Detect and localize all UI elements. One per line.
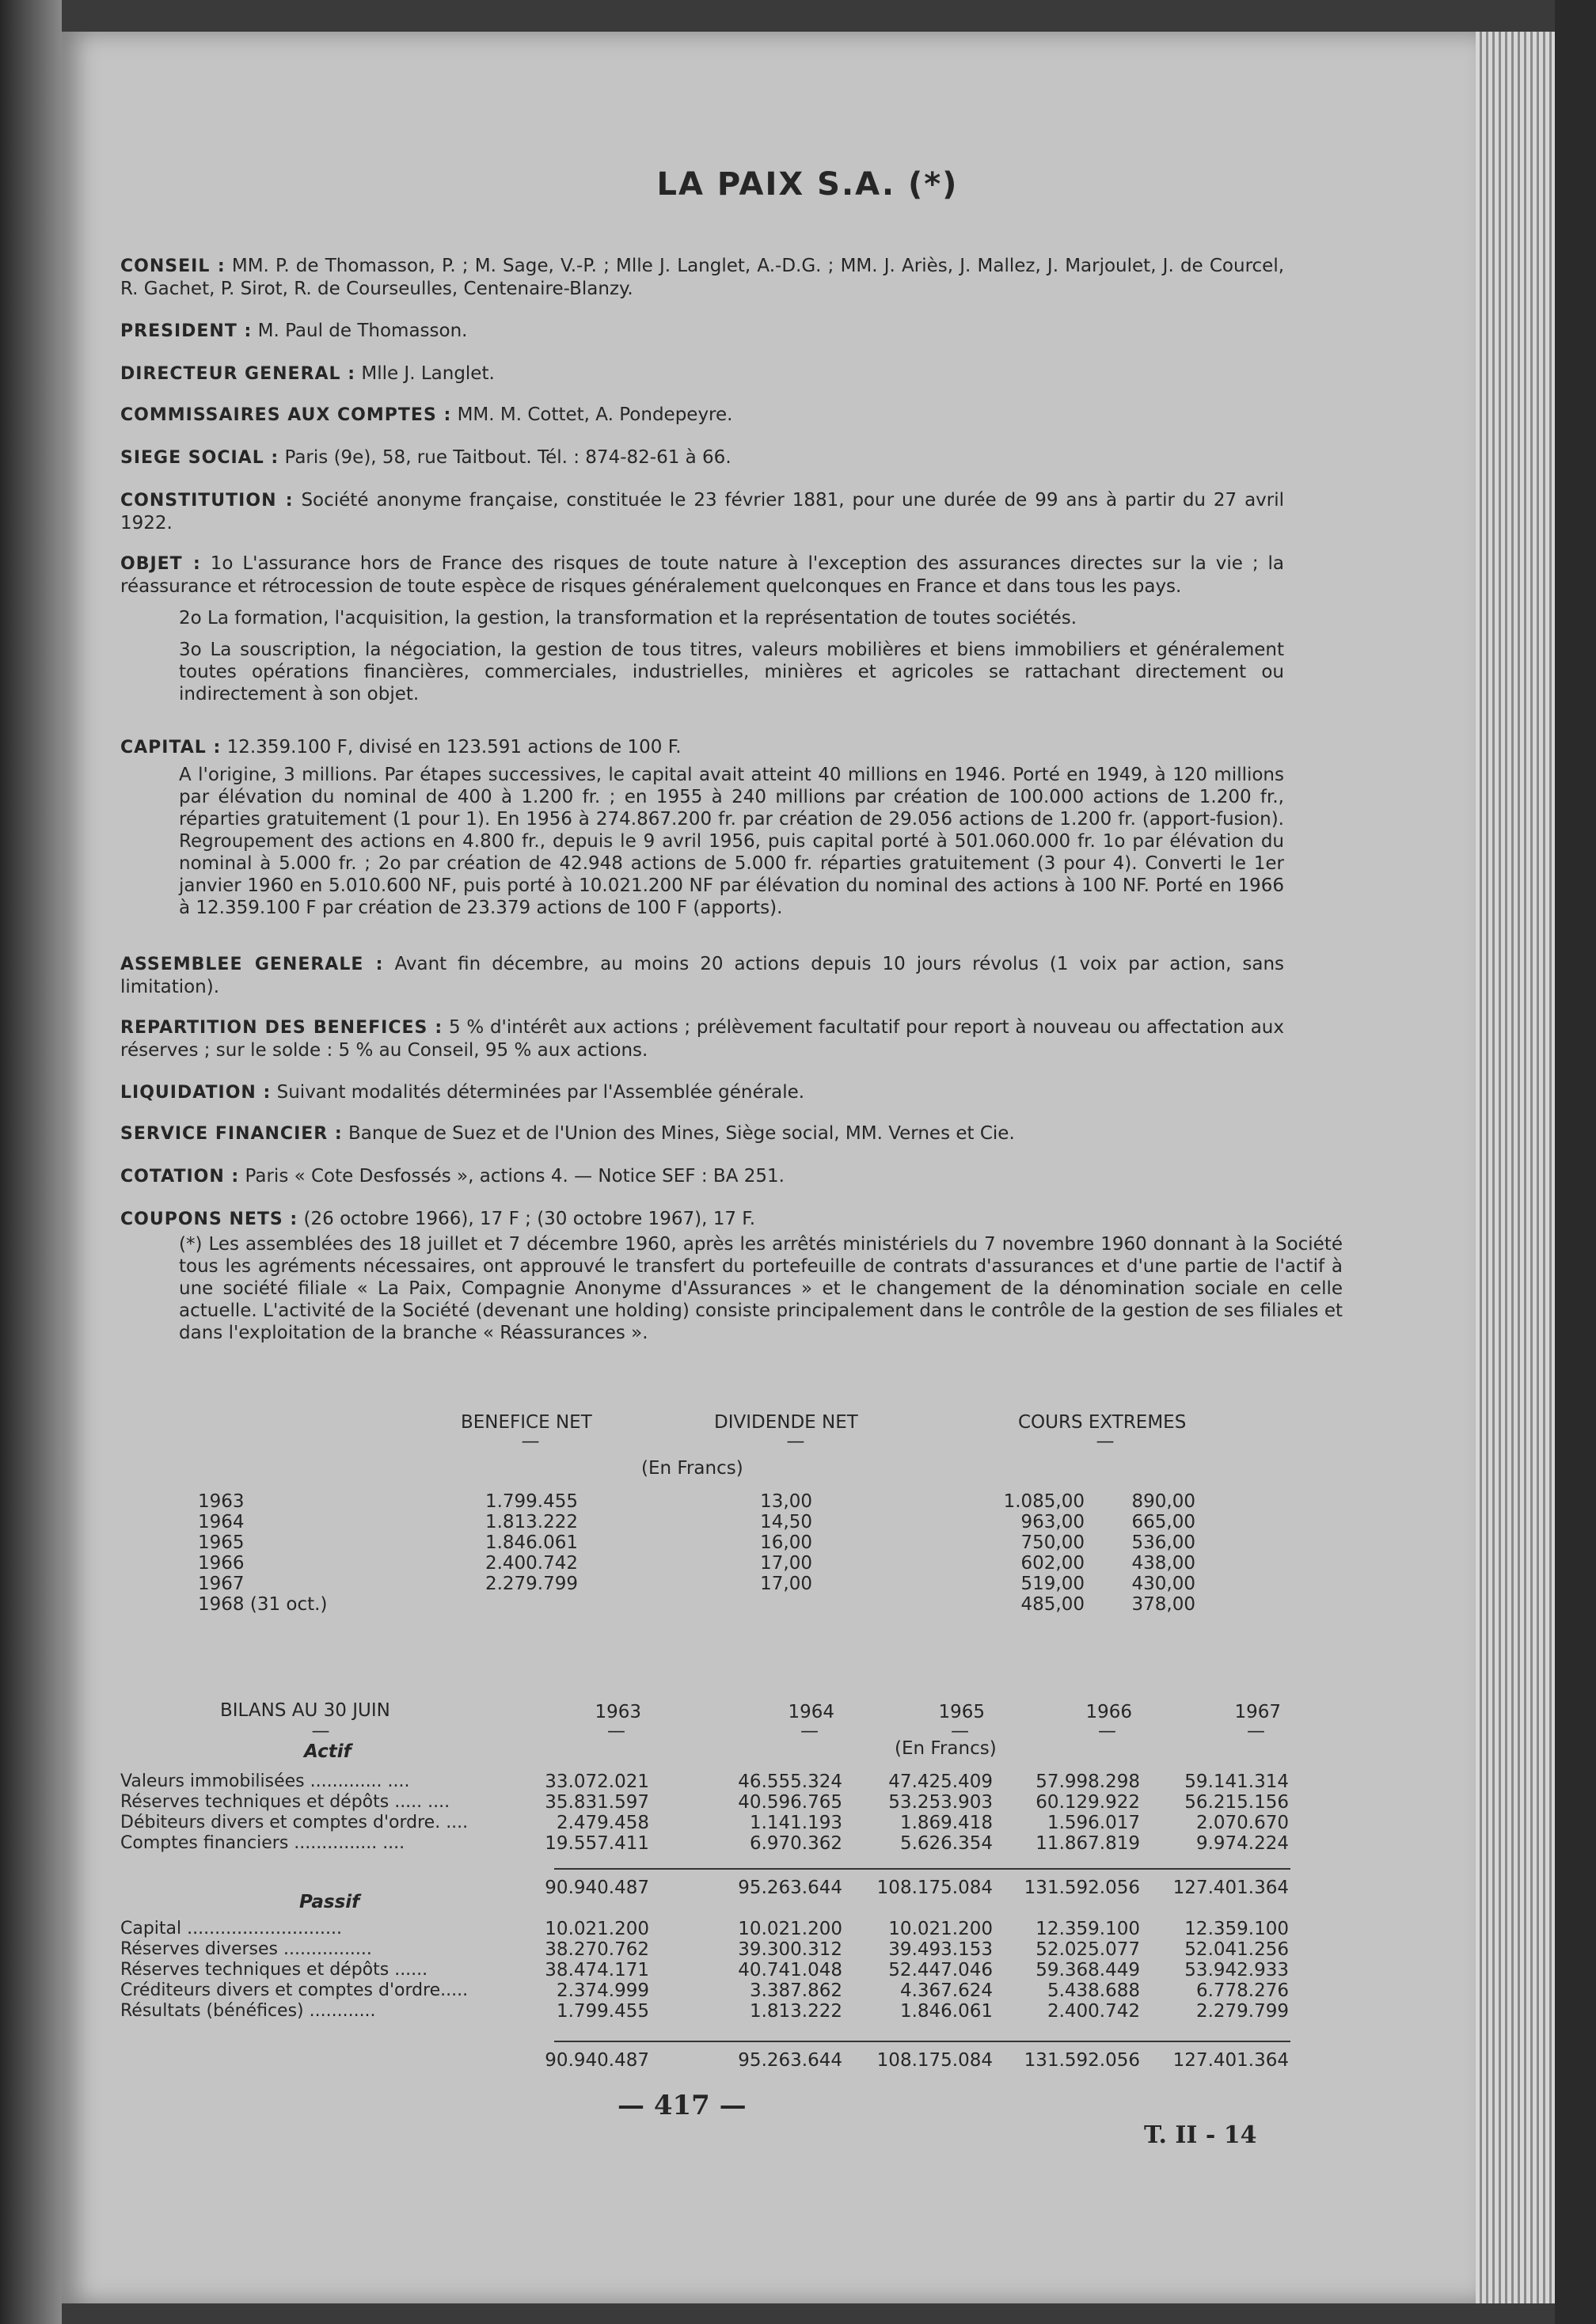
results-dividende: 13,00 bbox=[760, 1491, 812, 1512]
results-dividende: 17,00 bbox=[760, 1574, 812, 1594]
bilans-value: 38.474.171 bbox=[545, 1960, 649, 1980]
objet-p3: 3o La souscription, la négociation, la gestion de tous titres, valeurs mobilières et biens immobiliers et généralement toutes opérations financières, commerciales, industrielles, minières et agricoles se rattachant directement ou indirectement à son objet. bbox=[179, 640, 1284, 704]
commissaires-section bbox=[120, 404, 1284, 427]
bilans-total: 131.592.056 bbox=[1024, 2050, 1140, 2071]
passif-label: Passif bbox=[299, 1892, 360, 1912]
bilans-title: BILANS AU 30 JUIN bbox=[220, 1700, 390, 1721]
results-cours-high: 485,00 bbox=[1020, 1594, 1085, 1615]
repartition-label: REPARTITION DES BENEFICES : bbox=[120, 1018, 443, 1038]
bilans-value: 53.942.933 bbox=[1184, 1960, 1289, 1980]
page-edges bbox=[1476, 32, 1555, 2303]
bilans-value: 52.041.256 bbox=[1184, 1939, 1289, 1960]
objet-section bbox=[120, 553, 1284, 705]
bilans-total: 90.940.487 bbox=[545, 2050, 649, 2071]
bilans-row-label: Comptes financiers ............... .... bbox=[120, 1833, 405, 1853]
bilans-value: 6.970.362 bbox=[749, 1833, 842, 1854]
bilans-year-header: 1966 bbox=[1085, 1702, 1132, 1722]
commissaires-label: COMMISSAIRES AUX COMPTES : bbox=[120, 405, 452, 425]
president-text: M. Paul de Thomasson. bbox=[257, 321, 468, 341]
bilans-value: 40.596.765 bbox=[738, 1792, 842, 1813]
bilans-year-dash: — bbox=[800, 1721, 819, 1741]
bilans-total: 127.401.364 bbox=[1172, 2050, 1289, 2071]
results-cours-high: 1.085,00 bbox=[1003, 1491, 1085, 1512]
results-year: 1964 bbox=[198, 1512, 245, 1532]
bilans-value: 47.425.409 bbox=[888, 1771, 993, 1792]
bilans-value: 3.387.862 bbox=[749, 1980, 842, 2001]
results-benefice: 1.799.455 bbox=[484, 1491, 578, 1512]
bilans-value: 60.129.922 bbox=[1036, 1792, 1140, 1813]
liquidation-section bbox=[120, 1081, 1284, 1104]
bilans-year-header: 1964 bbox=[788, 1702, 834, 1722]
bilans-value: 10.021.200 bbox=[738, 1919, 842, 1939]
bilans-value: 1.813.222 bbox=[749, 2001, 842, 2022]
results-year: 1966 bbox=[198, 1553, 245, 1574]
bilans-value: 39.300.312 bbox=[738, 1939, 842, 1960]
siege-section bbox=[120, 446, 1284, 469]
results-year: 1963 bbox=[198, 1491, 245, 1512]
capital-history: A l'origine, 3 millions. Par étapes successives, le capital avait atteint 40 millions en 1946. Porté en 1949, à 120 millions par élévation du nominal de 400 à 1.200 fr. ; en 1955 à 240 millions par création de 100.000 actions de 1.200 fr., réparties gratuitement (1 pour 1). En 1956 à 274.867.200 fr. par création de 29.056 actions de 1.200 fr. (apport-fusion). Regroupement des actions en 4.800 fr., depuis le 9 avril 1956, puis capital porté à 501.060.000 fr. 1o par élévation du nominal à 5.000 fr. ; 2o par création de 42.948 actions de 5.000 fr. réparties gratuitement (3 pour 4). Converti le 1er janvier 1960 en 5.010.600 NF, puis porté à 10.021.200 NF par élévation du nominal des actions à 100 NF. Porté en 1966 à 12.359.100 F par création de 23.379 actions de 100 F (apports). bbox=[179, 765, 1284, 918]
cotation-section bbox=[120, 1165, 1284, 1188]
bilans-row-label: Réserves techniques et dépôts ..... .... bbox=[120, 1792, 450, 1812]
dash-dividende: — bbox=[786, 1431, 805, 1452]
results-unit: (En Francs) bbox=[641, 1458, 743, 1479]
results-benefice: 2.279.799 bbox=[484, 1574, 578, 1594]
bilans-total: 108.175.084 bbox=[876, 1878, 993, 1898]
bilans-value: 59.368.449 bbox=[1036, 1960, 1140, 1980]
bilans-value: 56.215.156 bbox=[1184, 1792, 1289, 1813]
bilans-total: 131.592.056 bbox=[1024, 1878, 1140, 1898]
results-year: 1965 bbox=[198, 1532, 245, 1553]
commissaires-text: MM. M. Cottet, A. Pondepeyre. bbox=[457, 404, 733, 425]
capital-section bbox=[120, 736, 1284, 919]
liquidation-text: Suivant modalités déterminées par l'Assemblée générale. bbox=[276, 1082, 805, 1103]
bilans-value: 52.025.077 bbox=[1036, 1939, 1140, 1960]
bilans-value: 40.741.048 bbox=[738, 1960, 842, 1980]
cotation-text: Paris « Cote Desfossés », actions 4. — Notice SEF : BA 251. bbox=[245, 1166, 785, 1187]
service-text: Banque de Suez et de l'Union des Mines, Siège social, MM. Vernes et Cie. bbox=[348, 1123, 1015, 1144]
bilans-unit: (En Francs) bbox=[895, 1738, 997, 1759]
bilans-year-dash: — bbox=[951, 1721, 969, 1741]
bilans-value: 53.253.903 bbox=[888, 1792, 993, 1813]
bilans-value: 1.596.017 bbox=[1047, 1813, 1140, 1833]
directeur-label: DIRECTEUR GENERAL : bbox=[120, 364, 356, 384]
bilans-value: 52.447.046 bbox=[888, 1960, 993, 1980]
bilans-year-header: 1967 bbox=[1234, 1702, 1281, 1722]
conseil-text: MM. P. de Thomasson, P. ; M. Sage, V.-P. ; Mlle J. Langlet, A.-D.G. ; MM. J. Ariès, J. Mallez, J. Marjoulet, J. de Courcel, R. Gachet, P. Sirot, R. de Courseulles, Centenaire-Blanzy. bbox=[120, 256, 1285, 299]
bilans-value: 5.626.354 bbox=[899, 1833, 993, 1854]
bilans-value: 4.367.624 bbox=[899, 1980, 993, 2001]
cotation-label: COTATION : bbox=[120, 1167, 240, 1187]
bilans-value: 11.867.819 bbox=[1036, 1833, 1140, 1854]
constitution-label: CONSTITUTION : bbox=[120, 491, 294, 511]
bilans-year-header: 1965 bbox=[938, 1702, 985, 1722]
total-rule bbox=[554, 1868, 1290, 1870]
dash-cours: — bbox=[1096, 1431, 1115, 1452]
total-rule bbox=[554, 2041, 1290, 2042]
president-section bbox=[120, 320, 1284, 343]
objet-label: OBJET : bbox=[120, 554, 201, 574]
conseil-label: CONSEIL : bbox=[120, 256, 226, 276]
right-background bbox=[1555, 0, 1596, 2324]
col-header-cours: COURS EXTREMES bbox=[1018, 1412, 1187, 1433]
book-binding bbox=[0, 0, 62, 2324]
dash-benefice: — bbox=[521, 1431, 540, 1452]
results-cours-high: 519,00 bbox=[1020, 1574, 1085, 1594]
bilans-title-dash: — bbox=[311, 1721, 330, 1741]
results-cours-low: 378,00 bbox=[1131, 1594, 1195, 1615]
bilans-year-dash: — bbox=[607, 1721, 625, 1741]
coupons-text: (26 octobre 1966), 17 F ; (30 octobre 1967), 17 F. bbox=[303, 1209, 756, 1229]
results-benefice: 1.846.061 bbox=[484, 1532, 578, 1553]
liquidation-label: LIQUIDATION : bbox=[120, 1083, 272, 1103]
bilans-row-label: Capital ............................ bbox=[120, 1919, 342, 1939]
siege-text: Paris (9e), 58, rue Taitbout. Tél. : 874-82-61 à 66. bbox=[284, 447, 732, 468]
bilans-value: 1.799.455 bbox=[556, 2001, 649, 2022]
bilans-total: 95.263.644 bbox=[738, 2050, 842, 2071]
objet-p2: 2o La formation, l'acquisition, la gestion, la transformation et la représentation de toutes sociétés. bbox=[179, 608, 1077, 628]
service-label: SERVICE FINANCIER : bbox=[120, 1124, 343, 1144]
president-label: PRESIDENT : bbox=[120, 321, 253, 341]
bilans-year-header: 1963 bbox=[595, 1702, 641, 1722]
results-year: 1968 (31 oct.) bbox=[198, 1594, 328, 1615]
bilans-year-dash: — bbox=[1098, 1721, 1116, 1741]
objet-p1: 1o L'assurance hors de France des risques de toute nature à l'exception des assurances directes sur la vie ; la réassurance et rétrocession de toute espèce de risques généralement quelconques en France et dans tous les pays. bbox=[120, 553, 1284, 597]
bilans-value: 57.998.298 bbox=[1036, 1771, 1140, 1792]
results-cours-low: 536,00 bbox=[1131, 1532, 1195, 1553]
results-cours-high: 602,00 bbox=[1020, 1553, 1085, 1574]
constitution-text: Société anonyme française, constituée le 23 février 1881, pour une durée de 99 ans à partir du 27 avril 1922. bbox=[120, 490, 1285, 534]
coupons-section bbox=[120, 1208, 1284, 1231]
bilans-value: 1.141.193 bbox=[749, 1813, 842, 1833]
coupons-label: COUPONS NETS : bbox=[120, 1209, 298, 1229]
bilans-value: 12.359.100 bbox=[1184, 1919, 1289, 1939]
conseil-section bbox=[120, 255, 1284, 300]
bilans-value: 12.359.100 bbox=[1036, 1919, 1140, 1939]
service-section bbox=[120, 1122, 1284, 1145]
results-dividende: 17,00 bbox=[760, 1553, 812, 1574]
bilans-value: 39.493.153 bbox=[888, 1939, 993, 1960]
results-cours-low: 430,00 bbox=[1131, 1574, 1195, 1594]
bilans-value: 33.072.021 bbox=[545, 1771, 649, 1792]
bilans-value: 46.555.324 bbox=[738, 1771, 842, 1792]
results-dividende: 16,00 bbox=[760, 1532, 812, 1553]
bilans-value: 59.141.314 bbox=[1184, 1771, 1289, 1792]
results-dividende: 14,50 bbox=[760, 1512, 812, 1532]
col-header-dividende: DIVIDENDE NET bbox=[714, 1412, 858, 1433]
constitution-section bbox=[120, 489, 1284, 534]
document-title: LA PAIX S.A. (*) bbox=[656, 166, 959, 203]
bilans-value: 1.846.061 bbox=[899, 2001, 993, 2022]
bilans-total: 95.263.644 bbox=[738, 1878, 842, 1898]
siege-label: SIEGE SOCIAL : bbox=[120, 448, 279, 468]
bilans-value: 2.479.458 bbox=[556, 1813, 649, 1833]
results-cours-low: 438,00 bbox=[1131, 1553, 1195, 1574]
directeur-section bbox=[120, 363, 1284, 385]
repartition-section bbox=[120, 1016, 1284, 1061]
bilans-value: 9.974.224 bbox=[1195, 1833, 1289, 1854]
col-header-benefice: BENEFICE NET bbox=[461, 1412, 592, 1433]
bilans-value: 10.021.200 bbox=[545, 1919, 649, 1939]
results-cours-low: 890,00 bbox=[1131, 1491, 1195, 1512]
assemblee-text: Avant fin décembre, au moins 20 actions depuis 10 jours révolus (1 voix par action, sans limitation). bbox=[120, 954, 1284, 997]
bilans-value: 38.270.762 bbox=[545, 1939, 649, 1960]
bilans-row-label: Réserves diverses ................ bbox=[120, 1939, 372, 1959]
bilans-row-label: Débiteurs divers et comptes d'ordre. .... bbox=[120, 1813, 469, 1832]
bilans-year-dash: — bbox=[1247, 1721, 1265, 1741]
bilans-row-label: Résultats (bénéfices) ............ bbox=[120, 2001, 376, 2021]
bilans-total: 108.175.084 bbox=[876, 2050, 993, 2071]
capital-label: CAPITAL : bbox=[120, 738, 222, 758]
bilans-value: 5.438.688 bbox=[1047, 1980, 1140, 2001]
bilans-value: 2.070.670 bbox=[1195, 1813, 1289, 1833]
bilans-value: 35.831.597 bbox=[545, 1792, 649, 1813]
repartition-text: 5 % d'intérêt aux actions ; prélèvement facultatif pour report à nouveau ou affectation aux réserves ; sur le solde : 5 % au Conseil, 95 % aux actions. bbox=[120, 1017, 1284, 1061]
results-cours-high: 750,00 bbox=[1020, 1532, 1085, 1553]
capital-text: 12.359.100 F, divisé en 123.591 actions de 100 F. bbox=[226, 737, 682, 758]
directeur-text: Mlle J. Langlet. bbox=[361, 363, 495, 384]
bilans-value: 6.778.276 bbox=[1195, 1980, 1289, 2001]
bilans-row-label: Réserves techniques et dépôts ...... bbox=[120, 1960, 428, 1980]
actif-label: Actif bbox=[304, 1741, 352, 1762]
tome-reference: T. II - 14 bbox=[1144, 2121, 1257, 2149]
results-year: 1967 bbox=[198, 1574, 245, 1594]
bilans-value: 2.400.742 bbox=[1047, 2001, 1140, 2022]
bilans-value: 10.021.200 bbox=[888, 1919, 993, 1939]
results-cours-high: 963,00 bbox=[1020, 1512, 1085, 1532]
bilans-total: 127.401.364 bbox=[1172, 1878, 1289, 1898]
bilans-value: 19.557.411 bbox=[545, 1833, 649, 1854]
bilans-total: 90.940.487 bbox=[545, 1878, 649, 1898]
bilans-value: 2.374.999 bbox=[556, 1980, 649, 2001]
bilans-value: 1.869.418 bbox=[899, 1813, 993, 1833]
results-cours-low: 665,00 bbox=[1131, 1512, 1195, 1532]
bilans-row-label: Créditeurs divers et comptes d'ordre..... bbox=[120, 1980, 469, 2000]
assemblee-label: ASSEMBLEE GENERALE : bbox=[120, 955, 384, 974]
assemblee-section bbox=[120, 953, 1284, 998]
bilans-row-label: Valeurs immobilisées ............. .... bbox=[120, 1771, 410, 1791]
page-number: — 417 — bbox=[618, 2090, 747, 2121]
footnote: (*) Les assemblées des 18 juillet et 7 décembre 1960, après les arrêtés ministériels du 7 novembre 1960 donnant à la Société tous les agréments nécessaires, ont approuvé le transfert du portefeuille de contrats d'assurances et d'une partie de l'actif à une société filiale « La Paix, Compagnie Anonyme d'Assurances » et le changement de la dénomination sociale en celle actuelle. L'activité de la Société (devenant une holding) consiste principalement dans le contrôle de la gestion de ses filiales et dans l'exploitation de la branche « Réassurances ». bbox=[179, 1234, 1343, 1343]
results-benefice: 2.400.742 bbox=[484, 1553, 578, 1574]
bilans-value: 2.279.799 bbox=[1195, 2001, 1289, 2022]
results-benefice: 1.813.222 bbox=[484, 1512, 578, 1532]
